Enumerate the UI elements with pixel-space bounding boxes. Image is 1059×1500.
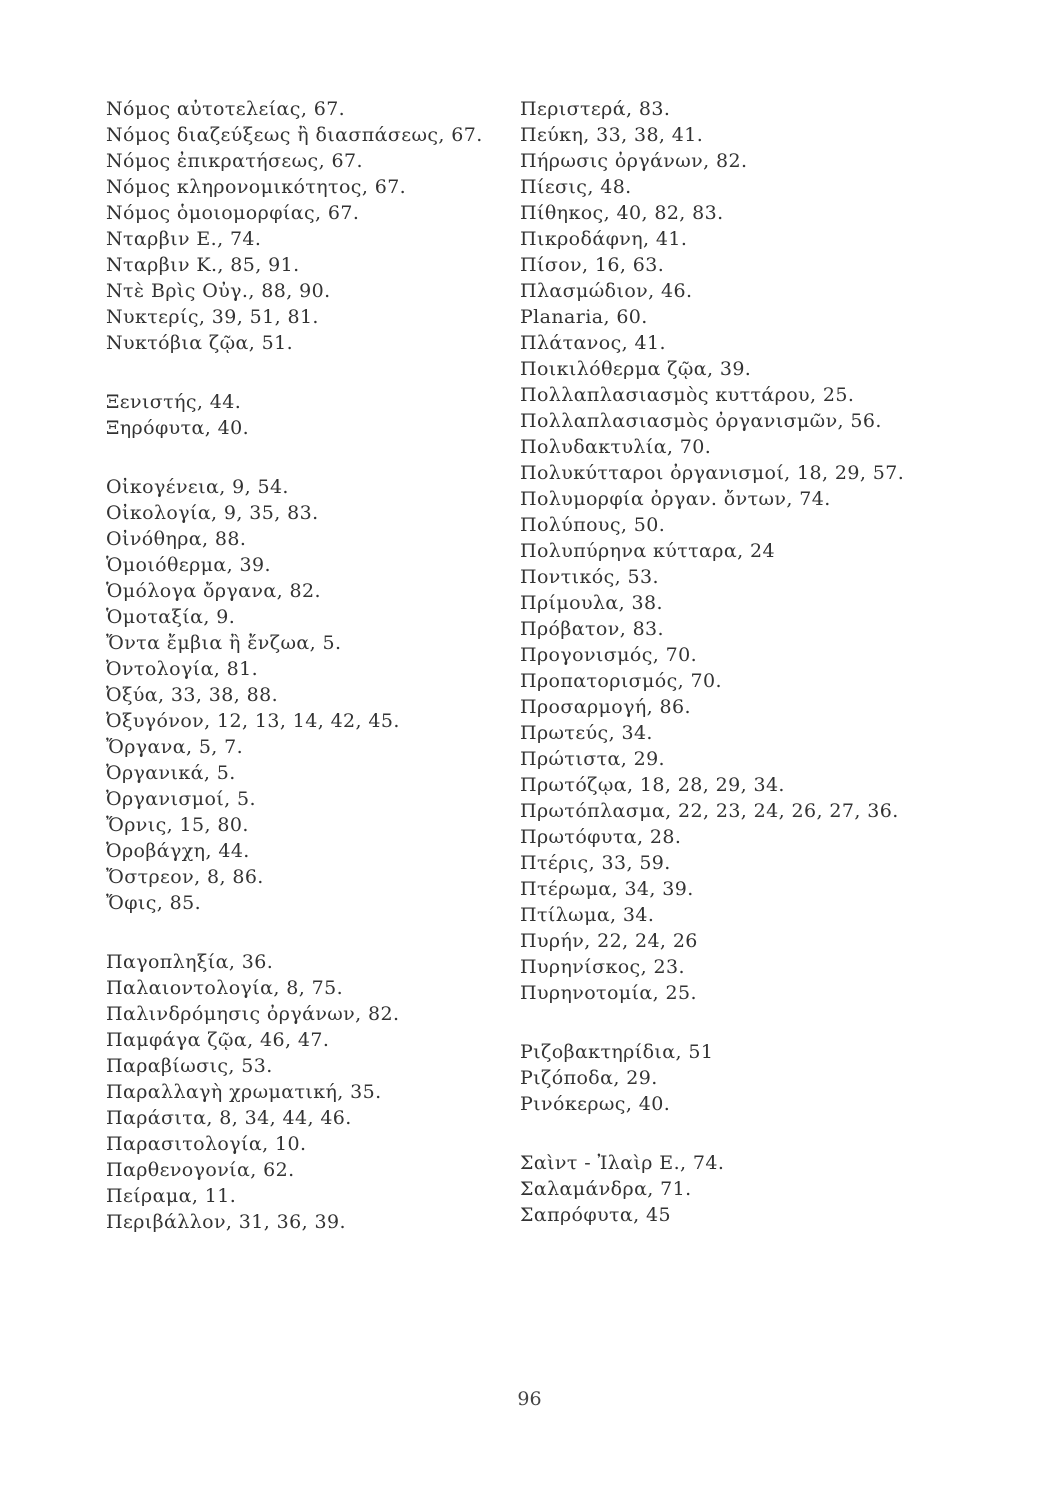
index-entry: Νόμος ὁμοιομορφίας, 67. [106,202,360,224]
index-entry: Ὄστρεον, 8, 86. [106,866,264,888]
index-entry: Ὀροβάγχη, 44. [106,840,250,862]
index-entry: Ὀργανικά, 5. [106,762,236,784]
index-entry: Πρίμουλα, 38. [520,592,663,614]
index-entry: Πρωτεύς, 34. [520,722,653,744]
index-entry: Ρινόκερως, 40. [520,1093,671,1115]
index-entry: Περιβάλλον, 31, 36, 39. [106,1211,346,1233]
index-entry: Παρασιτολογία, 10. [106,1133,307,1155]
index-entry: Πίεσις, 48. [520,176,632,198]
index-entry: Ντὲ Βρὶς Οὐγ., 88, 90. [106,280,331,302]
index-entry: Σαλαμάνδρα, 71. [520,1178,692,1200]
index-entry: Ριζοβακτηρίδια, 51 [520,1041,714,1063]
index-entry: Ὀξύα, 33, 38, 88. [106,684,279,706]
index-entry: Παλινδρόμησις ὀργάνων, 82. [106,1003,400,1025]
index-entry: Πρωτόπλασμα, 22, 23, 24, 26, 27, 36. [520,800,899,822]
index-entry: Πήρωσις ὀργάνων, 82. [520,150,748,172]
index-entry: Πολύπους, 50. [520,514,666,536]
index-entry: Οἰκογένεια, 9, 54. [106,476,289,498]
index-entry: Παμφάγα ζῷα, 46, 47. [106,1029,330,1051]
index-entry: Ὄφις, 85. [106,892,202,914]
index-column-right [520,96,960,1228]
index-entry: Πολυπύρηνα κύτταρα, 24 [520,540,775,562]
index-entry: Πλάτανος, 41. [520,332,666,354]
index-entry: Προπατορισμός, 70. [520,670,722,692]
index-entry: Ὄντα ἔμβια ἢ ἔνζωα, 5. [106,632,342,654]
index-letter-group [520,1039,960,1117]
index-entry: Πρωτόζῳα, 18, 28, 29, 34. [520,774,785,796]
index-entry: Παράσιτα, 8, 34, 44, 46. [106,1107,352,1129]
index-entry: Προγονισμός, 70. [520,644,698,666]
index-entry: Πυρηνίσκος, 23. [520,956,685,978]
index-entry: Planaria, 60. [520,306,648,328]
index-letter-group [520,96,960,1006]
index-entry: Ὁμόλογα ὄργανα, 82. [106,580,321,602]
index-entry: Σαὶντ - Ἰλαὶρ Ε., 74. [520,1152,725,1174]
index-entry: Πικροδάφνη, 41. [520,228,688,250]
index-entry: Πτίλωμα, 34. [520,904,655,926]
index-entry: Πολλαπλασιασμὸς ὀργανισμῶν, 56. [520,410,882,432]
index-letter-group [106,389,546,441]
index-entry: Νταρβιν Κ., 85, 91. [106,254,300,276]
index-entry: Προσαρμογή, 86. [520,696,691,718]
index-entry: Παραλλαγὴ χρωματική, 35. [106,1081,382,1103]
index-entry: Πείραμα, 11. [106,1185,237,1207]
index-entry: Σαπρόφυτα, 45 [520,1204,672,1226]
index-entry: Ὄρνις, 15, 80. [106,814,249,836]
index-entry: Οἰκολογία, 9, 35, 83. [106,502,319,524]
index-entry: Ριζόποδα, 29. [520,1067,658,1089]
index-entry: Οἰνόθηρα, 88. [106,528,247,550]
index-entry: Νόμος αὐτοτελείας, 67. [106,98,346,120]
index-entry: Ὀργανισμοί, 5. [106,788,256,810]
index-entry: Περιστερά, 83. [520,98,671,120]
index-entry: Παρθενογονία, 62. [106,1159,295,1181]
index-entry: Πίθηκος, 40, 82, 83. [520,202,724,224]
index-entry: Πολυμορφία ὀργαν. ὄντων, 74. [520,488,831,510]
index-entry: Παλαιοντολογία, 8, 75. [106,977,344,999]
index-column-left [106,96,546,1235]
index-entry: Νόμος διαζεύξεως ἢ διασπάσεως, 67. [106,124,483,146]
index-entry: Νυκτερίς, 39, 51, 81. [106,306,319,328]
index-entry: Πρωτόφυτα, 28. [520,826,682,848]
index-entry: Ξενιστής, 44. [106,391,242,413]
index-entry: Ὀντολογία, 81. [106,658,259,680]
page-number: 96 [517,1388,542,1410]
index-entry: Ὀξυγόνον, 12, 13, 14, 42, 45. [106,710,400,732]
index-entry: Ὁμοταξία, 9. [106,606,236,628]
index-entry: Πολλαπλασιασμὸς κυττάρου, 25. [520,384,855,406]
index-entry: Παραβίωσις, 53. [106,1055,273,1077]
index-entry: Πεύκη, 33, 38, 41. [520,124,704,146]
index-entry: Πυρήν, 22, 24, 26 [520,930,698,952]
index-letter-group [520,1150,960,1228]
index-letter-group [106,96,546,356]
index-entry: Νταρβιν Ε., 74. [106,228,262,250]
index-entry: Πλασμώδιον, 46. [520,280,693,302]
index-entry: Πολυκύτταροι ὀργανισμοί, 18, 29, 57. [520,462,905,484]
index-entry: Πρώτιστα, 29. [520,748,666,770]
index-entry: Πρόβατον, 83. [520,618,664,640]
index-entry: Πτέρωμα, 34, 39. [520,878,694,900]
index-letter-group [106,949,546,1235]
index-letter-group [106,474,546,916]
index-entry: Ὁμοιόθερμα, 39. [106,554,271,576]
index-entry: Πυρηνοτομία, 25. [520,982,697,1004]
index-entry: Νόμος ἐπικρατήσεως, 67. [106,150,363,172]
index-entry: Ξηρόφυτα, 40. [106,417,250,439]
index-entry: Πίσον, 16, 63. [520,254,665,276]
index-entry: Νόμος κληρονομικότητος, 67. [106,176,407,198]
index-entry: Νυκτόβια ζῷα, 51. [106,332,294,354]
index-entry: Παγοπληξία, 36. [106,951,274,973]
index-entry: Ὄργανα, 5, 7. [106,736,244,758]
index-entry: Ποικιλόθερμα ζῷα, 39. [520,358,752,380]
index-entry: Ποντικός, 53. [520,566,659,588]
index-entry: Πτέρις, 33, 59. [520,852,671,874]
index-entry: Πολυδακτυλία, 70. [520,436,712,458]
